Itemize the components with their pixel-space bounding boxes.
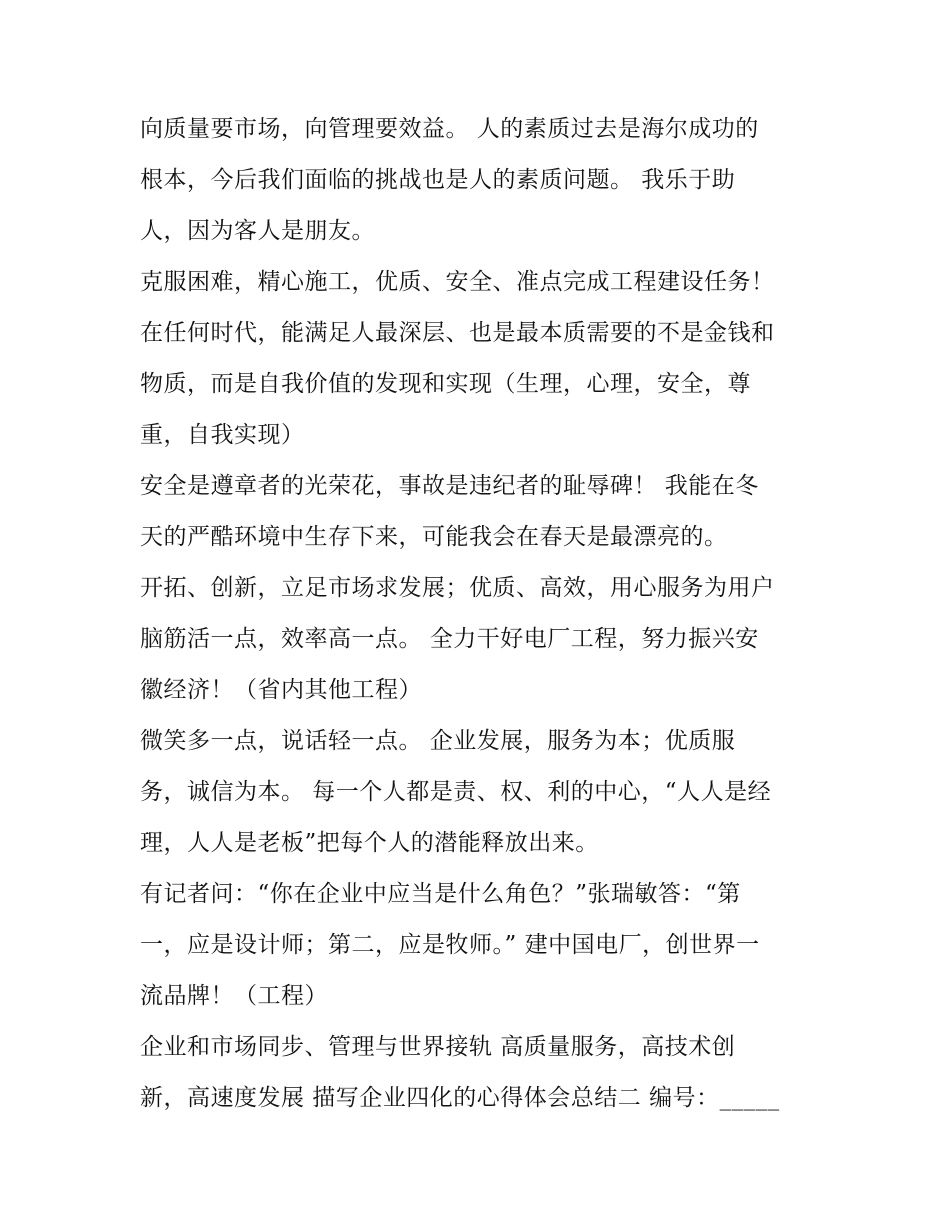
text-line: 在任何时代，能满足人最深层、也是最本质需要的不是金钱和 — [140, 320, 775, 346]
text-line: 安全是遵章者的光荣花，事故是违纪者的耻辱碑！ 我能在冬 — [140, 473, 759, 499]
text-line: 根本，今后我们面临的挑战也是人的素质问题。 我乐于助 — [140, 167, 736, 193]
text-line: 脑筋活一点，效率高一点。 全力干好电厂工程，努力振兴安 — [140, 626, 759, 652]
text-line: 天的严酷环境中生存下来，可能我会在春天是最漂亮的。 — [140, 524, 728, 550]
text-line: 新，高速度发展 描写企业四化的心得体会总结二 编号：_____ — [140, 1085, 780, 1111]
text-line: 企业和市场同步、管理与世界接轨 高质量服务，高技术创 — [140, 1034, 736, 1060]
text-line: 务，诚信为本。 每一个人都是责、权、利的中心，“人人是经 — [140, 779, 772, 805]
text-line: 流品牌！（工程） — [140, 983, 328, 1009]
text-line: 物质，而是自我价值的发现和实现（生理，心理，安全，尊 — [140, 371, 751, 397]
text-line: 徽经济！（省内其他工程） — [140, 677, 422, 703]
document-body — [140, 104, 820, 1124]
text-line: 向质量要市场，向管理要效益。 人的素质过去是海尔成功的 — [140, 116, 759, 142]
text-line: 重，自我实现） — [140, 422, 305, 448]
text-line: 理，人人是老板”把每个人的潜能释放出来。 — [140, 830, 599, 856]
text-line: 人，因为客人是朋友。 — [140, 218, 375, 244]
text-line: 微笑多一点，说话轻一点。 企业发展，服务为本；优质服 — [140, 728, 736, 754]
text-line: 克服困难，精心施工，优质、安全、准点完成工程建设任务！ — [140, 269, 775, 295]
text-line: 有记者问：“你在企业中应当是什么角色？”张瑞敏答：“第 — [140, 881, 741, 907]
text-line: 开拓、创新，立足市场求发展；优质、高效，用心服务为用户 — [140, 575, 775, 601]
text-line: 一，应是设计师；第二，应是牧师。” 建中国电厂，创世界一 — [140, 932, 760, 958]
